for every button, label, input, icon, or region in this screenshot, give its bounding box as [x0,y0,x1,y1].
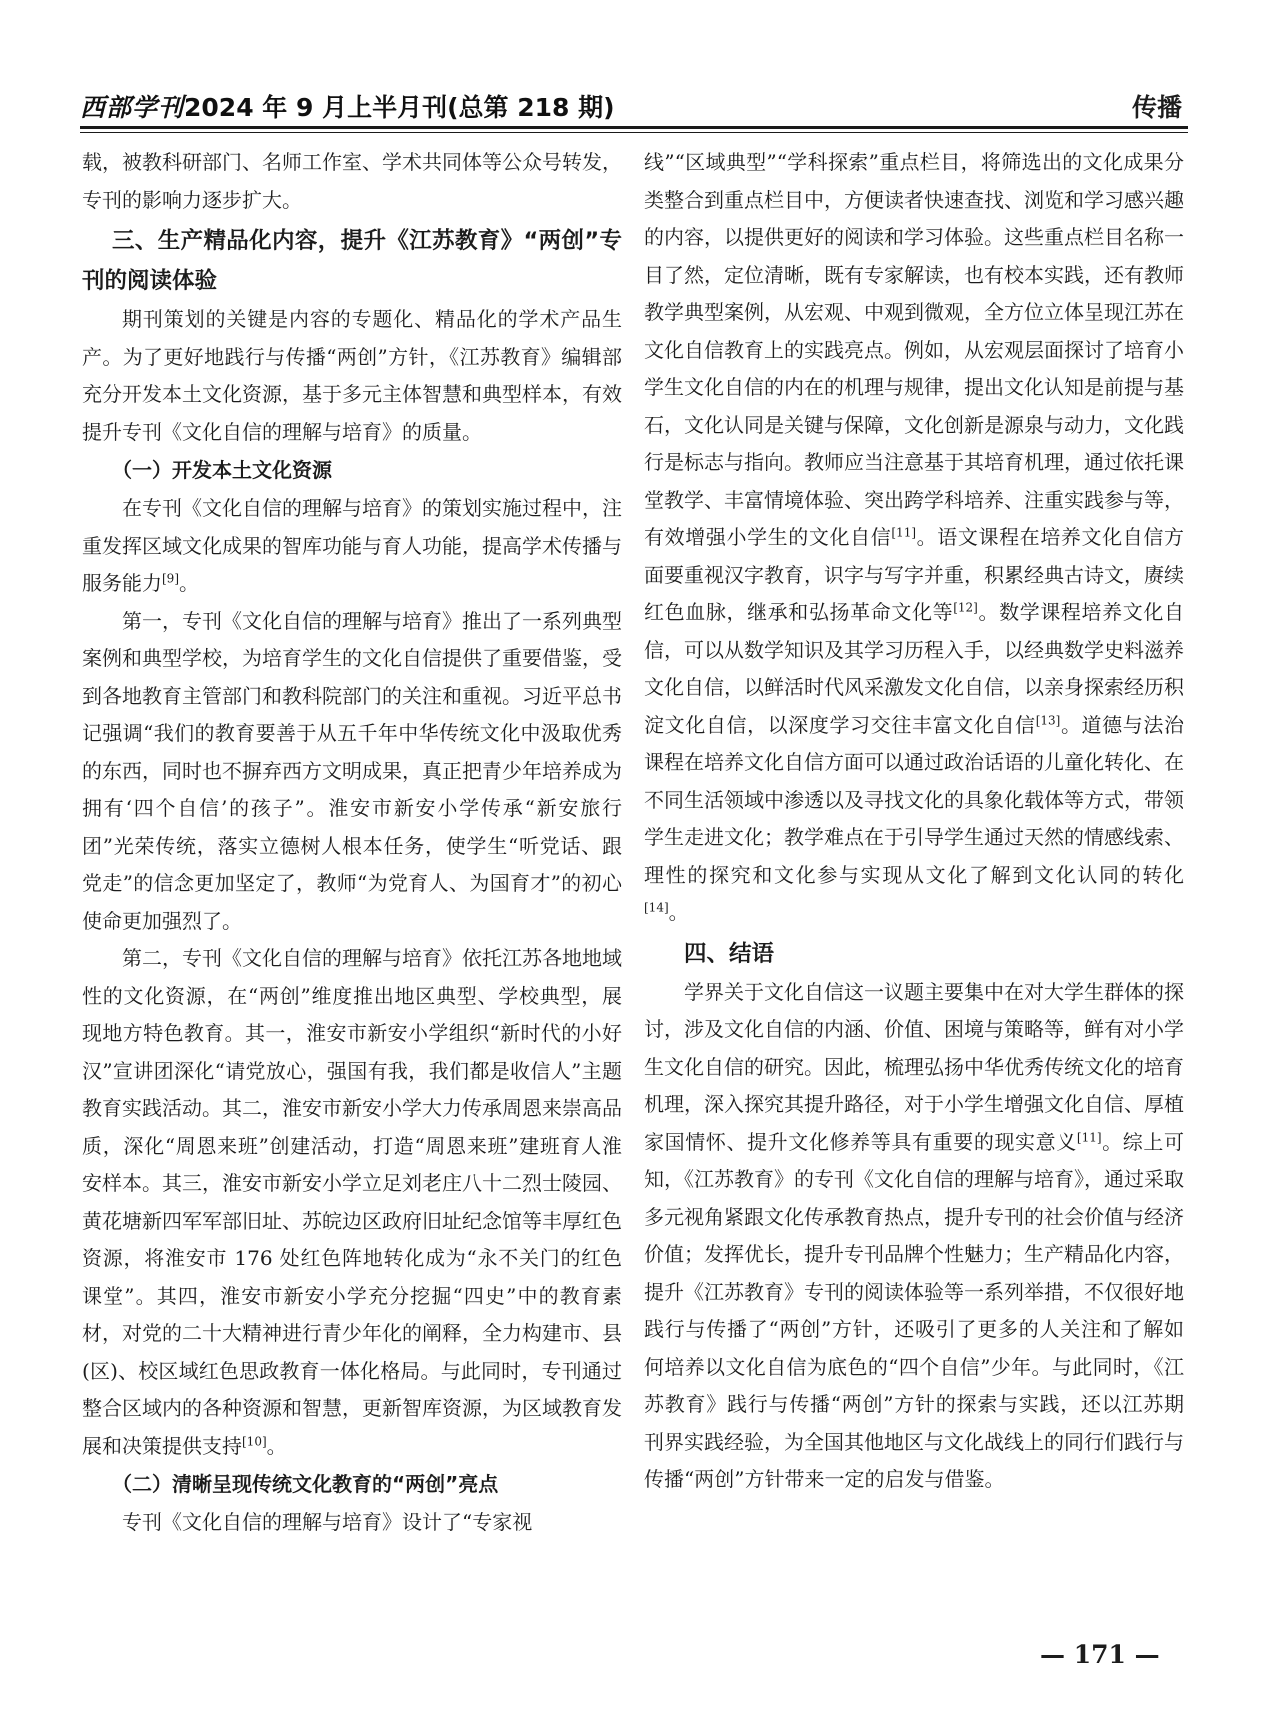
paragraph-text: 。语文课程在培养文化自信方面要重视汉字教育，识字与写字并重，积累经典古诗文，赓续红色血脉，继承和弘扬革命文化等 [644,525,1185,624]
header-rule-thin [80,132,1188,133]
paragraph-continued [644,144,1184,932]
paragraph-text: 在专刊《文化自信的理解与培育》的策划实施过程中，注重发挥区域文化成果的智库功能与育人功能，提高学术传播与服务能力 [82,496,622,595]
section-name: 传播 [1131,93,1182,122]
paragraph-text: 。数学课程培养文化自信，可以从数学知识及其学习历程入手，以经典数学史料滋养文化自信，以鲜活时代风采激发文化自信，以亲身探索经历积淀文化自信，以深度学习交往丰富文化自信 [644,600,1185,737]
page-number: — 171 — [1040,1640,1160,1669]
paragraph-text: 。道德与法治课程在培养文化自信方面可以通过政治话语的儿童化转化、在不同生活领域中渗透以及寻找文化的具象化载体等方式，带领学生走进文化；教学难点在于引导学生通过天然的情感线索、理性的探究和文化参与实现从文化了解到文化认同的转化 [644,712,1185,887]
paragraph: 专刊《文化自信的理解与培育》设计了“专家视 [122,1510,533,1534]
paragraph: 期刊策划的关键是内容的专题化、精品化的学术产品生产。为了更好地践行与传播“两创”方针，《江苏教育》编辑部充分开发本土文化资源，基于多元主体智慧和典型样本，有效提升专刊《文化自信的理解与培育》的质量。 [82,307,622,444]
issue-info: 2024 年 9 月上半月刊(总第 218 期) [184,93,615,122]
paragraph-end: 。 [179,571,199,595]
citation-12: [12] [953,600,978,615]
section-heading-three: 三、生产精品化内容，提升《江苏教育》“两创”专刊的阅读体验 [82,228,622,294]
paragraph [82,940,622,1465]
paragraph [644,974,1184,1499]
subsection-heading-one: （一）开发本土文化资源 [112,458,332,482]
right-column [644,144,1184,1499]
left-column [82,144,622,1542]
section-heading-four: 四、结语 [684,940,775,967]
journal-logo: 西部学刊 [80,93,185,122]
running-header [80,86,1188,130]
paragraph-text: 第二，专刊《文化自信的理解与培育》依托江苏各地地域性的文化资源，在“两创”维度推出地区典型、学校典型，展现地方特色教育。其一，淮安市新安小学组织“新时代的小好汉”宣讲团深化“请党放心，强国有我，我们都是收信人”主题教育实践活动。其二，淮安市新安小学大力传承周恩来崇高品质，深化“周恩来班”创建活动，打造“周恩来班”建班育人淮安样本。其三，淮安市新安小学立足刘老庄八十二烈士陵园、黄花塘新四军军部旧址、苏皖边区政府旧址纪念馆等丰厚红色资源，将淮安市 176 处红色阵地转化成为“永不关门的红色课堂”。其四，淮安市新安小学充分挖掘“四史”中的教育素材，对党的二十大精神进行青少年化的阐释，全力构建市、县(区)、校区域红色思政教育一体化格局。与此同时，专刊通过整合区域内的各种资源和智慧，更新智库资源，为区域教育发展和决策提供支持 [82,946,622,1458]
paragraph-text: 线”“区域典型”“学科探索”重点栏目，将筛选出的文化成果分类整合到重点栏目中，方便读者快速查找、浏览和学习感兴趣的内容，以提供更好的阅读和学习体验。这些重点栏目名称一目了然，定位清晰，既有专家解读，也有校本实践，还有教师教学典型案例，从宏观、中观到微观，全方位立体呈现江苏在文化自信教育上的实践亮点。例如，从宏观层面探讨了培育小学生文化自信的内在的机理与规律，提出文化认知是前提与基石，文化认同是关键与保障，文化创新是源泉与动力，文化践行是标志与指向。教师应当注意基于其培育机理，通过依托课堂教学、丰富情境体验、突出跨学科培养、注重实践参与等，有效增强小学生的文化自信 [644,150,1184,549]
paragraph-continued: 载，被教科研部门、名师工作室、学术共同体等公众号转发，专刊的影响力逐步扩大。 [82,150,622,212]
paragraph-text: 。综上可知，《江苏教育》的专刊《文化自信的理解与培育》，通过采取多元视角紧跟文化传承教育热点，提升专刊的社会价值与经济价值；发挥优长，提升专刊品牌个性魅力；生产精品化内容，提升《江苏教育》专刊的阅读体验等一系列举措，不仅很好地践行与传播了“两创”方针，还吸引了更多的人关注和了解如何培养以文化自信为底色的“四个自信”少年。与此同时，《江苏教育》践行与传播“两创”方针的探索与实践，还以江苏期刊界实践经验，为全国其他地区与文化战线上的同行们践行与传播“两创”方针带来一定的启发与借鉴。 [644,1129,1185,1491]
paragraph-end: 。 [266,1433,287,1458]
header-rule-thick [80,126,1188,129]
paragraph-end: 。 [668,900,689,924]
subsection-heading-two: （二）清晰呈现传统文化教育的“两创”亮点 [112,1472,499,1496]
citation-11-repeat: [11] [1076,1129,1102,1144]
journal-issue-line [80,88,615,124]
citation-14: [14] [644,900,669,915]
citation-13: [13] [1035,712,1061,727]
paragraph [82,490,622,603]
paragraph-text: 学界关于文化自信这一议题主要集中在对大学生群体的探讨，涉及文化自信的内涵、价值、困境与策略等，鲜有对小学生文化自信的研究。因此，梳理弘扬中华优秀传统文化的培育机理，深入探究其提升路径，对于小学生增强文化自信、厚植家国情怀、提升文化修养等具有重要的现实意义 [644,979,1184,1154]
citation-9: [9] [162,571,179,586]
citation-11: [11] [891,525,917,540]
paragraph: 第一，专刊《文化自信的理解与培育》推出了一系列典型案例和典型学校，为培育学生的文化自信提供了重要借鉴，受到各地教育主管部门和教科院部门的关注和重视。习近平总书记强调“我们的教育要善于从五千年中华传统文化中汲取优秀的东西，同时也不摒弃西方文明成果，真正把青少年培养成为拥有‘四个自信’的孩子”。淮安市新安小学传承“新安旅行团”光荣传统，落实立德树人根本任务，使学生“听党话、跟党走”的信念更加坚定了，教师“为党育人、为国育才”的初心使命更加强烈了。 [82,608,622,933]
citation-10: [10] [242,1433,267,1448]
